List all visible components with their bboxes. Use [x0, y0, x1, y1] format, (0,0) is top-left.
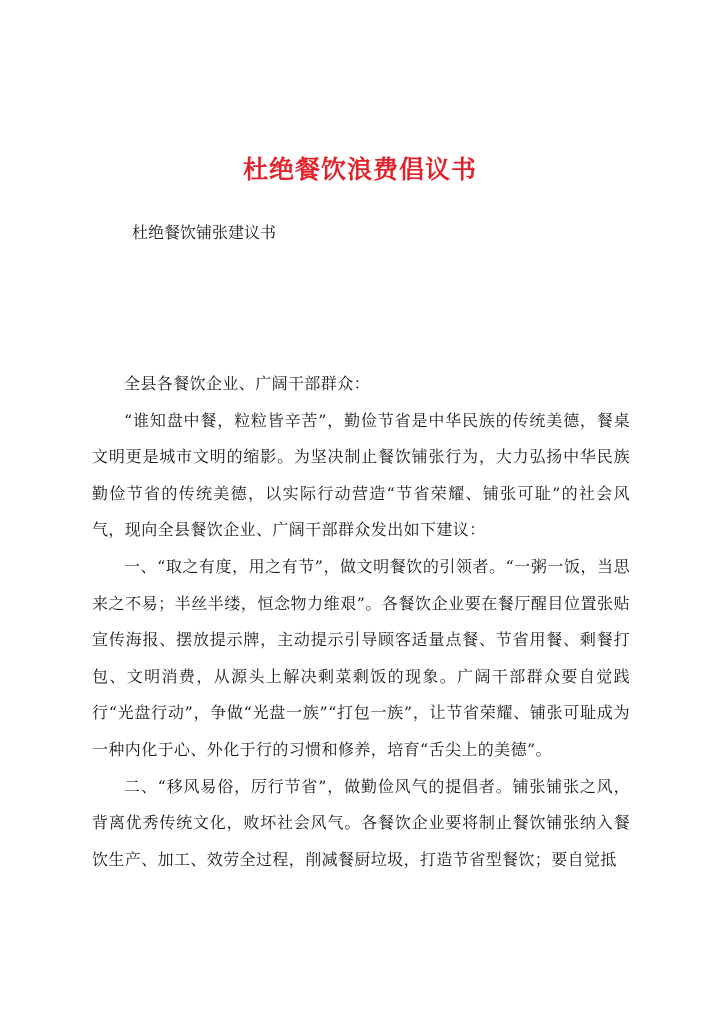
document-subtitle: 杜绝餐饮铺张建议书: [132, 223, 277, 242]
paragraph-point-two: 二、“移风易俗，厉行节省”，做勤俭风气的提倡者。铺张铺张之风，背离优秀传统文化，败坏社会风气。各餐饮企业要将制止餐饮铺张纳入餐饮生产、加工、效劳全过程，削减餐厨垃圾，打造节省型餐饮；要自觉抵: [92, 776, 630, 869]
document-body: [92, 366, 630, 878]
salutation: 全县各餐饮企业、广阔干部群众：: [124, 374, 371, 393]
document-title: 杜绝餐饮浪费倡议书: [242, 155, 477, 184]
paragraph-point-one: 一、“取之有度，用之有节”，做文明餐饮的引领者。“一粥一饭，当思来之不易；半丝半缕，恒念物力维艰”。各餐饮企业要在餐厅醒目位置张贴宣传海报、摆放提示牌，主动提示引导顾客适量点餐、节省用餐、剩餐打包、文明消费，从源头上解决剩菜剩饭的现象。广阔干部群众要自觉践行“光盘行动”，争做“光盘一族”“打包一族”，让节省荣耀、铺张可耻成为一种内化于心、外化于行的习惯和修养，培育“舌尖上的美德”。: [92, 556, 630, 759]
paragraph-intro: “谁知盘中餐，粒粒皆辛苦”，勤俭节省是中华民族的传统美德，餐桌文明更是城市文明的缩影。为坚决制止餐饮铺张行为，大力弘扬中华民族勤俭节省的传统美德，以实际行动营造“节省荣耀、铺张可耻”的社会风气，现向全县餐饮企业、广阔干部群众发出如下建议：: [92, 410, 630, 540]
